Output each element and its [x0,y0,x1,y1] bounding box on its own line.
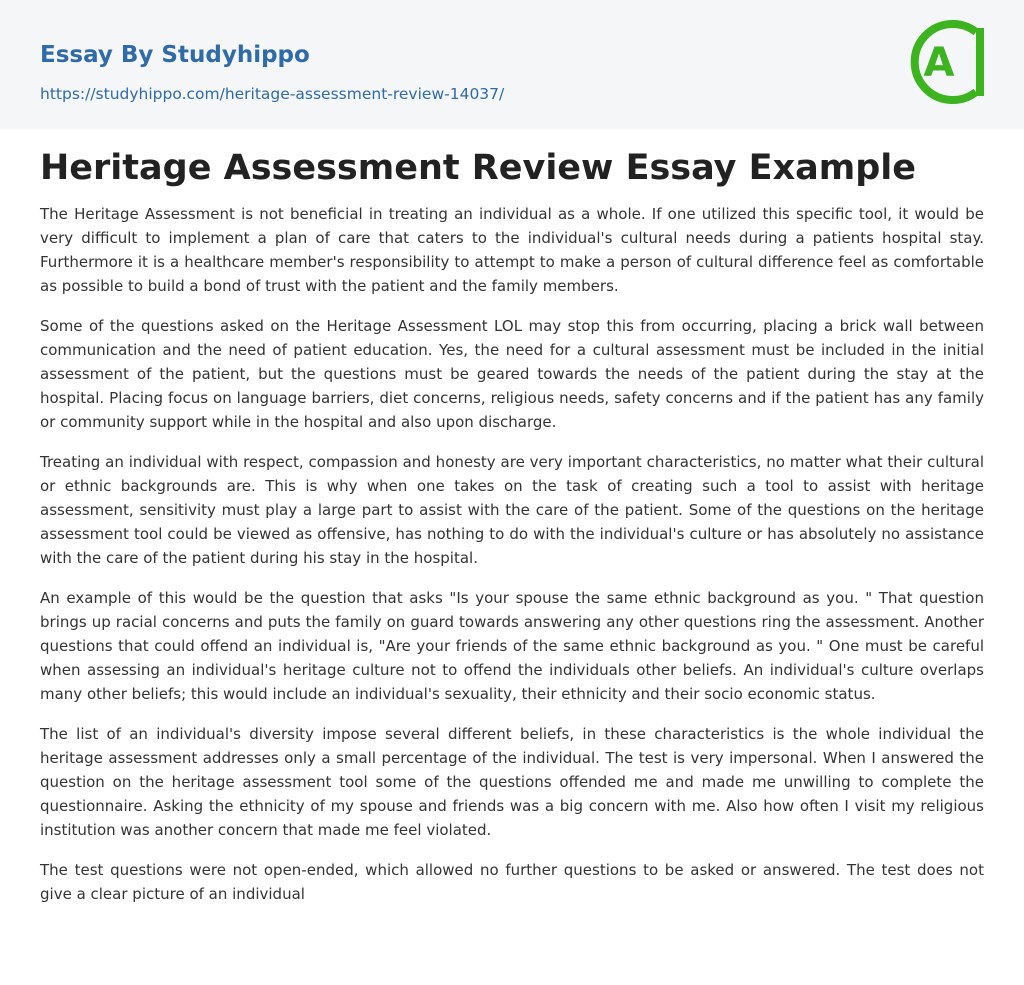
essay-url-link[interactable]: https://studyhippo.com/heritage-assessment-review-14037/ [40,85,505,103]
essay-body [40,202,984,906]
essay-paragraph-1: The Heritage Assessment is not beneficial in treating an individual as a whole. If one utilized this specific tool, it would be very difficult to implement a plan of care that caters to the individual's cultural needs during a patients hospital stay. Furthermore it is a healthcare member's responsibility to attempt to make a person of cultural difference feel as comfortable as possible to build a bond of trust with the patient and the family members. [40,205,984,295]
site-brand[interactable]: Essay By Studyhippo [40,42,310,68]
essay-paragraph-2: Some of the questions asked on the Heritage Assessment LOL may stop this from occurring, placing a brick wall between communication and the need of patient education. Yes, the need for a cultural assessment must be included in the initial assessment of the patient, but the questions must be geared towards the needs of the patient during the stay at the hospital. Placing focus on language barriers, diet concerns, religious needs, safety concerns and if the patient has any family or community support while in the hospital and also upon discharge. [40,317,984,431]
essay-paragraph-4: An example of this would be the question that asks "Is your spouse the same ethnic background as you. " That question brings up racial concerns and puts the family on guard towards answering any other questions ring the assessment. Another questions that could offend an individual is, "Are your friends of the same ethnic background as you. " One must be careful when assessing an individual's heritage culture not to offend the individuals other beliefs. An individual's culture overlaps many other beliefs; this would include an individual's sexuality, their ethnicity and their socio economic status. [40,589,984,703]
site-header [0,0,1024,129]
essay-paragraph-5: The list of an individual's diversity impose several different beliefs, in these characteristics is the whole individual the heritage assessment addresses only a small percentage of the individual. The test is very impersonal. When I answered the question on the heritage assessment tool some of the questions offended me and made me unwilling to complete the questionnaire. Asking the ethnicity of my spouse and friends was a big concern with me. Also how often I visit my religious institution was another concern that made me feel violated. [40,725,984,839]
studyhippo-logo-icon[interactable] [910,18,988,106]
essay-paragraph-3: Treating an individual with respect, compassion and honesty are very important characteristics, no matter what their cultural or ethnic backgrounds are. This is why when one takes on the task of creating such a tool to assist with heritage assessment, sensitivity must play a large part to assist with the care of the patient. Some of the questions on the heritage assessment tool could be viewed as offensive, has nothing to do with the individual's culture or has absolutely no assistance with the care of the patient during his stay in the hospital. [40,453,984,567]
article [0,129,1024,906]
essay-paragraph-6: The test questions were not open-ended, which allowed no further questions to be asked or answered. The test does not give a clear picture of an individual [40,861,984,903]
logo-letter: A [923,40,955,86]
page-title: Heritage Assessment Review Essay Example [40,148,917,188]
